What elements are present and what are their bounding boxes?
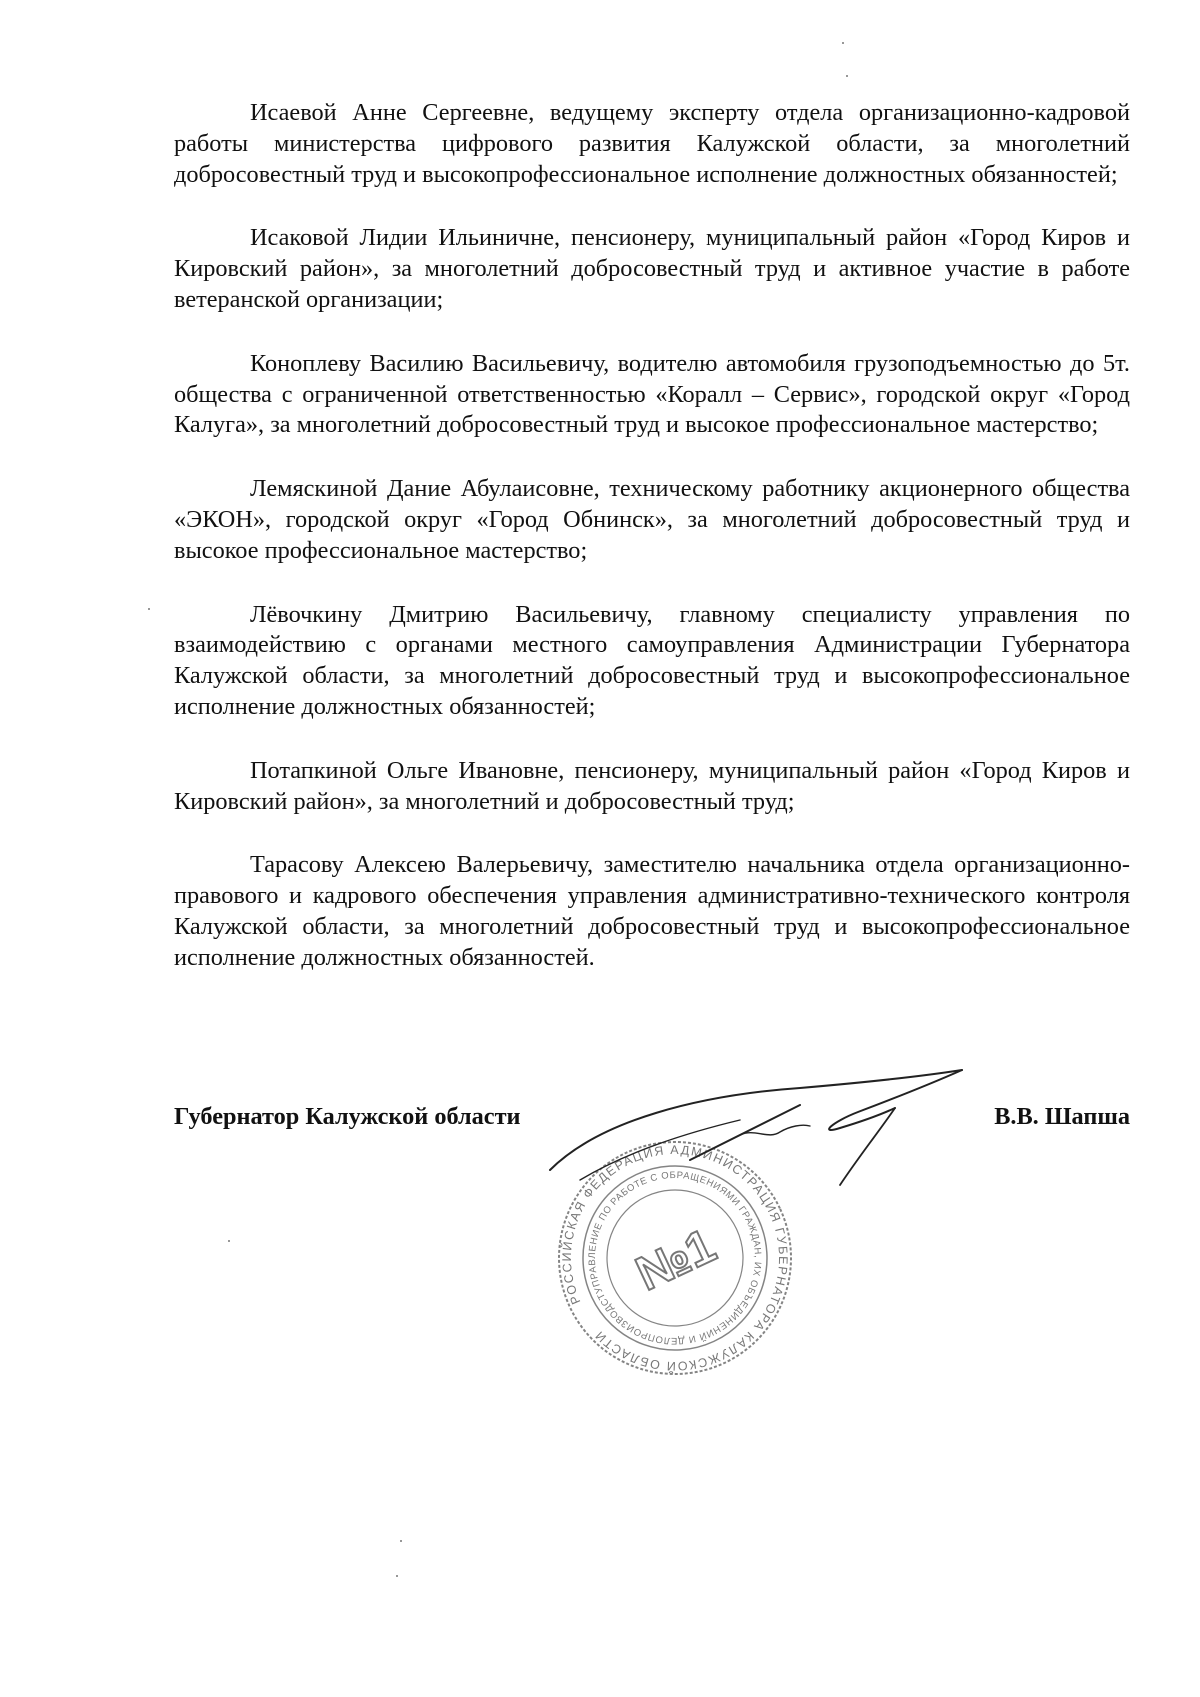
scan-speck: [400, 1540, 402, 1542]
award-paragraph-potapkina: Потапкиной Ольге Ивановне, пенсионеру, муниципальный район «Город Киров и Кировский район», за многолетний и добросовестный труд;: [174, 756, 1130, 815]
award-paragraph-lemyaskina: Лемяскиной Дание Абулаисовне, техническому работнику акционерного общества «ЭКОН», городской округ «Город Обнинск», за многолетний добросовестный труд и высокое профессиональное мастерство;: [174, 475, 1130, 564]
award-paragraph-isakova: Исаковой Лидии Ильиничне, пенсионеру, муниципальный район «Город Киров и Кировский район», за многолетний добросовестный труд и активное участие в работе ветеранской организации;: [174, 224, 1130, 313]
handwritten-signature: [540, 1060, 980, 1220]
svg-text:№1: №1: [628, 1219, 724, 1302]
svg-text:УПРАВЛЕНИЕ ПО РАБОТЕ С ОБРАЩЕН: УПРАВЛЕНИЕ ПО РАБОТЕ С ОБРАЩЕНИЯМИ ГРАЖДАН, ИХ ОБЪЕДИНЕНИЙ И ДЕЛОПРОИЗВОДСТВА: [586, 1169, 764, 1347]
award-paragraph-tarasov: Тарасову Алексею Валерьевичу, заместителю начальника отдела организационно-правового и кадрового обеспечения управления административно-технического контроля Калужской области, за многолетний добросовестный труд и высокопрофессиональное исполнение должностных обязанностей.: [174, 851, 1130, 971]
signatory-title: Губернатор Калужской области: [174, 1103, 521, 1130]
signatory-name: В.В. Шапша: [994, 1103, 1130, 1130]
scan-speck: [148, 608, 150, 610]
award-paragraph-konoplev: Коноплеву Василию Васильевичу, водителю автомобиля грузоподъемностью до 5т. общества с ограниченной ответственностью «Коралл – Сервис», городской округ «Город Калуга», за многолетний добросовестный труд и высокое профессиональное мастерство;: [174, 349, 1130, 439]
document-body: [174, 98, 1130, 1007]
scan-speck: [396, 1575, 398, 1577]
scan-speck: [846, 75, 848, 77]
svg-text:РОССИЙСКАЯ ФЕДЕРАЦИЯ АДМИНИСТР: РОССИЙСКАЯ ФЕДЕРАЦИЯ АДМИНИСТРАЦИЯ ГУБЕРНАТОРА КАЛУЖСКОЙ ОБЛАСТИ: [559, 1142, 791, 1374]
award-paragraph-isaeva: Исаевой Анне Сергеевне, ведущему эксперту отдела организационно-кадровой работы министерства цифрового развития Калужской области, за многолетний добросовестный труд и высокопрофессиональное исполнение должностных обязанностей;: [174, 99, 1130, 188]
scan-speck: [228, 1240, 230, 1242]
award-paragraph-levochkin: Лёвочкину Дмитрию Васильевичу, главному специалисту управления по взаимодействию с органами местного самоуправления Администрации Губернатора Калужской области, за многолетний добросовестный труд и высокопрофессиональное исполнение должностных обязанностей;: [174, 600, 1130, 720]
scan-speck: [842, 42, 844, 44]
